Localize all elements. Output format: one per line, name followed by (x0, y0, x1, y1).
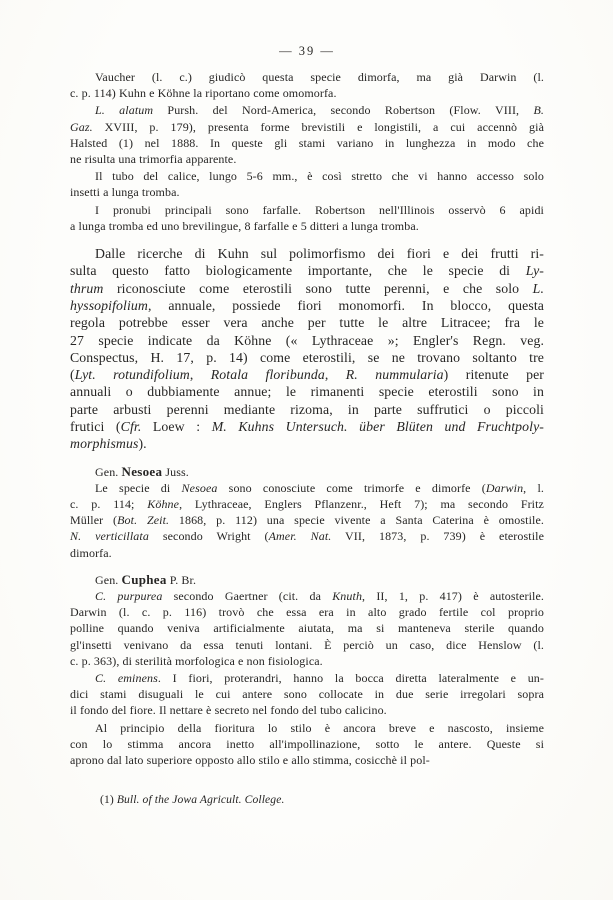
text-line: Darwin (l. c. p. 116) trovò che essa era in alto grado fertile col proprio (70, 605, 544, 620)
text-line: Al principio della fioritura lo stilo è ancora breve e nascosto, insieme (95, 720, 544, 735)
text-line: dimorfa. (70, 545, 112, 560)
text-line: gl'insetti venivano da essa tenuti lontani. È perciò un caso, dice Henslow (l. (70, 637, 544, 652)
text-line: regola potrebbe esser vera anche per tutte le altre Litracee; fra le (70, 315, 544, 331)
text-line: (Lyt. rotundifolium, Rotala floribunda, R. nummularia) ritenute per (70, 367, 544, 383)
text-line: Conspectus, H. 17, p. 14) come eterostili, se ne trovano soltanto tre (70, 349, 544, 365)
paragraph-l-alatum (70, 102, 544, 167)
paragraph-kuhn-ricerche (70, 245, 544, 453)
text-line: I pronubi principali sono farfalle. Robertson nell'Illinois osservò 6 apidi (95, 202, 544, 217)
text-line: con lo stimma ancora inetto all'impollinazione, sotto le antere. Queste si (70, 736, 544, 751)
text-line: ne risulta una trimorfia apparente. (70, 152, 237, 167)
text-line: aprono dal lato superiore opposto allo stilo e allo stimma, cosicchè il pol- (70, 753, 430, 768)
text-line: Gen. Nesoea Juss. (95, 463, 189, 479)
paragraph-pronubi (70, 202, 544, 234)
text-line: Il tubo del calice, lungo 5-6 mm., è così stretto che vi hanno accesso solo (95, 169, 544, 184)
paragraph-vaucher (70, 69, 544, 101)
paragraph-tubo-calice (70, 168, 544, 200)
text-line: 27 specie indicate da Köhne (« Lythraceae »; Engler's Regn. veg. (70, 332, 544, 348)
heading-gen-nesoea (70, 464, 544, 480)
text-line: morphismus). (70, 436, 147, 452)
text-line: c. p. 363), di sterilità morfologica e non fisiologica. (70, 653, 323, 668)
text-line: annuali o dubbiamente annue; le rimanenti specie eterostili sono in (70, 384, 544, 400)
text-line: Vaucher (l. c.) giudicò questa specie dimorfa, ma già Darwin (l. (95, 70, 544, 84)
heading-gen-cuphea (70, 572, 544, 588)
paragraph-fioritura (70, 720, 544, 769)
paragraph-c-eminens (70, 670, 544, 719)
text-line: N. verticillata secondo Wright (Amer. Nat. VII, 1873, p. 739) è eterostile (70, 529, 544, 544)
text-line: c. p. 114) Kuhn e Köhne la riportano come omomorfa. (70, 86, 337, 101)
text-line: sulta questo fatto biologicamente importante, che le specie di Ly- (70, 263, 544, 279)
text-line: Gaz. XVIII, p. 179), presenta forme brevistili e longistili, a cui accennò già (70, 119, 544, 134)
text-line: frutici (Cfr. Loew : M. Kuhns Untersuch. über Blüten und Fruchtpoly- (70, 419, 544, 434)
footnote (70, 792, 544, 808)
text-line: L. alatum Pursh. del Nord-America, secondo Robertson (Flow. VIII, B. (95, 103, 544, 118)
text-line: C. purpurea secondo Gaertner (cit. da Knuth, II, 1, p. 417) è autosterile. (95, 589, 544, 604)
text-block (70, 60, 544, 808)
text-line: C. eminens. I fiori, proterandri, hanno la bocca diretta lateralmente e un- (95, 671, 544, 686)
text-line: (1) Bull. of the Jowa Agricult. College. (100, 793, 285, 807)
text-line: Dalle ricerche di Kuhn sul polimorfismo dei fiori e dei frutti ri- (95, 246, 544, 262)
text-line: insetti a lunga tromba. (70, 185, 180, 200)
paragraph-nesoea (70, 480, 544, 561)
text-line: Halsted (1) nel 1888. In queste gli stami variano in lunghezza in modo che (70, 135, 544, 150)
text-line: c. p. 114; Köhne, Lythraceae, Englers Pflanzenr., Heft 7); ma secondo Fritz (70, 497, 544, 511)
text-line: a lunga tromba ed uno brevilingue, 8 farfalle e 5 ditteri a lunga tromba. (70, 218, 419, 233)
page-number: — 39 — (279, 44, 335, 58)
paragraph-c-purpurea (70, 588, 544, 669)
text-line: dici stami disuguali le cui antere sono collocate in due serie irregolari sopra (70, 687, 544, 702)
text-line: Le specie di Nesoea sono conosciute come trimorfe e dimorfe (Darwin, l. (95, 480, 544, 495)
text-line: Gen. Cuphea P. Br. (95, 571, 197, 587)
text-line: hyssopifolium, annuale, possiede fiori monomorfi. In blocco, questa (70, 297, 544, 313)
text-line: thrum riconosciute come eterostili sono tutte perenni, e che solo L. (70, 280, 544, 296)
text-line: parte arbusti perenni mediante rizoma, in parte suffrutici o piccoli (70, 401, 544, 417)
text-line: polline quando veniva artificialmente aiutata, ma si manteneva sterile quando (70, 621, 544, 636)
text-line: il fondo del fiore. Il nettare è secreto nel fondo del tubo calicino. (70, 703, 387, 718)
text-line: Müller (Bot. Zeit. 1868, p. 112) una specie vivente a Santa Caterina è omostile. (70, 513, 545, 528)
